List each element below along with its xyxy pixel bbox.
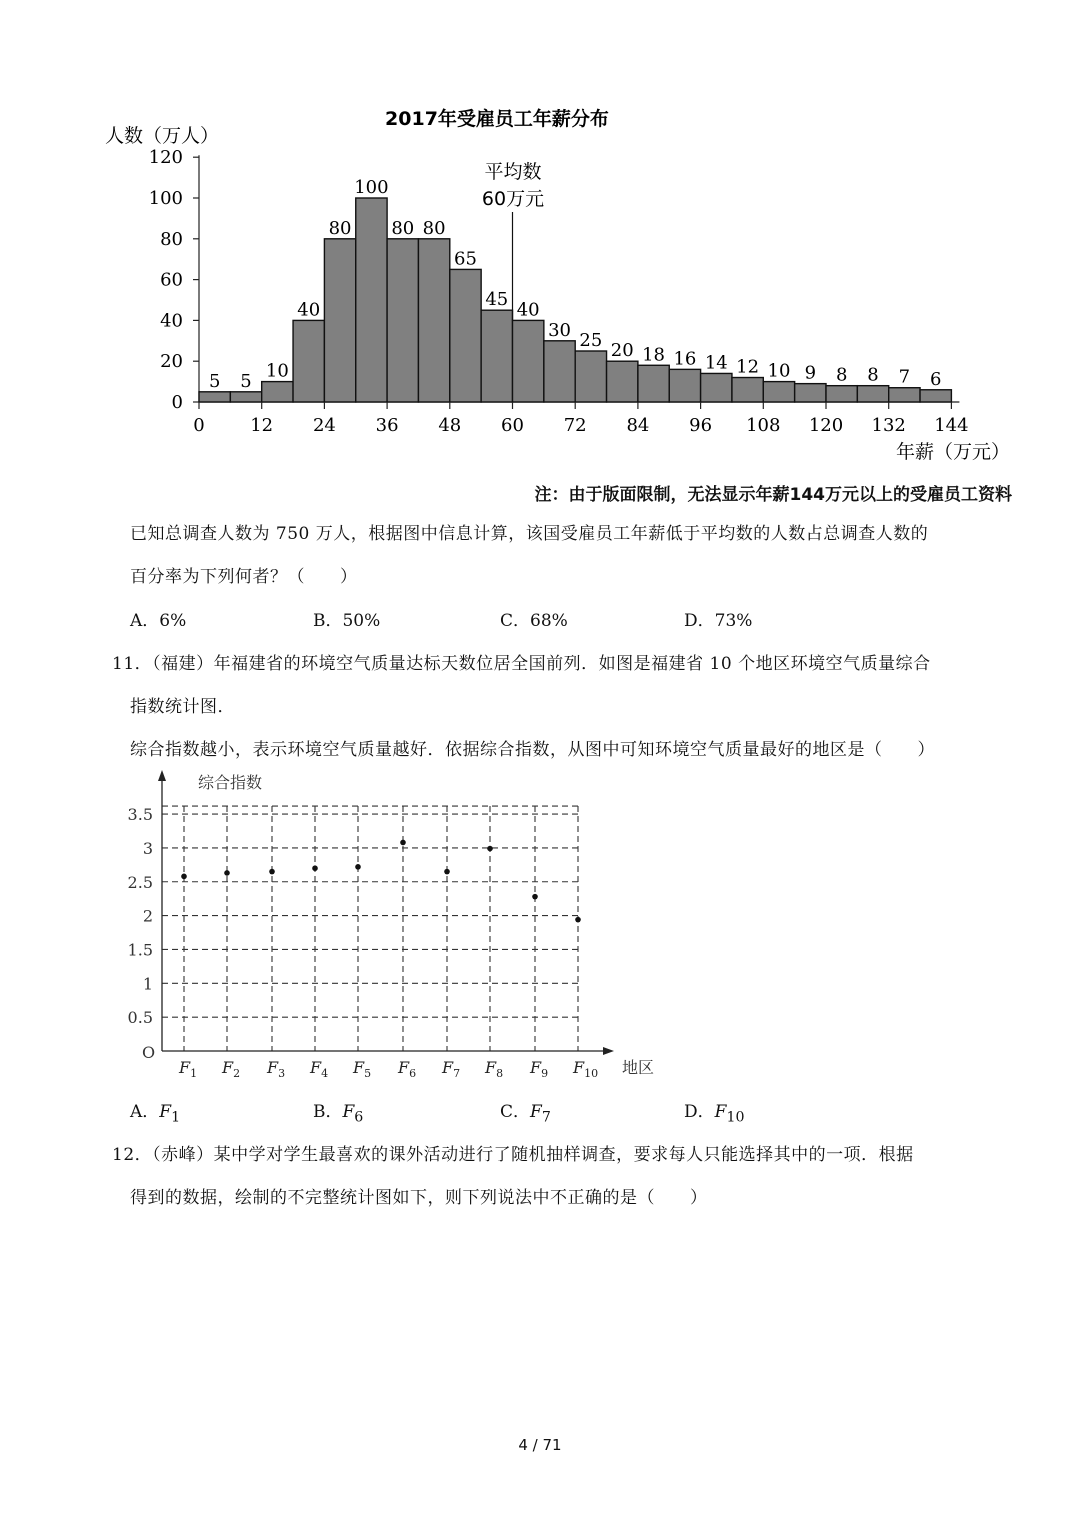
scatter-x-tick-label: $F_9$ [530,1058,549,1080]
q11-option-b[interactable] [313,1097,363,1125]
histogram-bar-label: 80 [422,217,446,239]
histogram-bar-label: 10 [265,360,289,382]
scatter-x-tick-subscript: 3 [278,1067,286,1080]
histogram-x-tick-label: 48 [438,415,462,436]
histogram-y-tick-label: 60 [160,269,183,291]
q11-option-d-letter: D． [684,1102,715,1122]
histogram-x-tick-label: 108 [746,415,781,436]
scatter-point [312,865,318,871]
scatter-y-tick-label: 3 [142,838,153,858]
scatter-point [487,846,493,852]
histogram-bar [638,365,669,402]
scatter-y-tick-label: 1.5 [127,940,153,960]
histogram-bar-label: 18 [642,344,666,366]
q11-option-c[interactable] [500,1097,551,1125]
histogram-x-tick-label: 24 [312,415,336,436]
histogram-bar [732,378,763,402]
histogram-x-tick-label: 36 [375,415,399,436]
salary-histogram [0,0,1080,520]
scatter-point [355,864,361,870]
histogram-y-tick-label: 80 [160,228,183,250]
histogram-bar-label: 25 [579,330,603,351]
q12-text-line1: 12．（赤峰）某中学对学生最喜欢的课外活动进行了随机抽样调查，要求每人只能选择其中的一项．根据 [112,1145,914,1165]
q10-option-d[interactable]: D．73% [684,611,753,631]
scatter-x-tick-subscript: 5 [364,1067,372,1080]
histogram-y-tick-label: 0 [171,392,183,413]
q10-option-a[interactable]: A．6% [130,611,187,631]
histogram-bar [418,239,449,402]
scatter-point [224,870,230,876]
scatter-point [532,894,538,900]
histogram-bar-label: 30 [548,319,571,341]
histogram-bar [356,198,387,402]
scatter-y-axis-arrow [158,770,166,781]
scatter-x-tick-subscript: 4 [321,1067,329,1080]
scatter-x-tick-label: $F_{10}$ [573,1058,599,1080]
q11-option-c-main: F [530,1102,542,1122]
histogram-x-tick-label: 144 [934,415,969,436]
q12-text-line2: 得到的数据，绘制的不完整统计图如下，则下列说法中不正确的是（ ） [130,1188,708,1208]
scatter-x-tick-label: $F_3$ [267,1058,286,1080]
histogram-y-tick-label: 100 [148,188,183,209]
histogram-bar [513,320,544,402]
scatter-x-tick-subscript: 8 [496,1067,504,1080]
histogram-bar [669,369,700,402]
q11-text-line2: 指数统计图． [130,697,235,717]
histogram-x-tick-label: 12 [250,415,274,436]
histogram-bar [701,373,732,402]
q10-option-b[interactable]: B．50% [313,611,381,631]
histogram-bar [763,382,794,402]
histogram-bar-label: 20 [610,340,634,362]
histogram-bar-label: 9 [804,362,817,384]
scatter-y-tick-label: 2.5 [127,872,153,892]
scatter-x-tick-subscript: 2 [233,1067,241,1080]
histogram-y-tick-label: 120 [148,147,183,169]
scatter-y-tick-label: 2 [142,906,153,926]
q11-option-c-sub: 7 [541,1109,551,1126]
histogram-bar-label: 80 [328,217,352,239]
histogram-bar [262,382,293,402]
scatter-x-tick-label: $F_7$ [442,1058,461,1080]
histogram-bar-label: 45 [485,289,509,311]
q11-option-a-sub: 1 [171,1109,181,1126]
histogram-bar-label: 5 [240,370,252,392]
scatter-point [269,869,275,875]
histogram-bar [199,392,230,402]
q10-option-c[interactable]: C．68% [500,611,568,631]
histogram-bar-label: 5 [208,370,221,392]
scatter-x-axis-arrow [603,1047,614,1055]
scatter-x-tick-subscript: 9 [541,1067,549,1080]
q11-option-c-letter: C． [500,1102,531,1122]
q11-option-b-main: F [342,1102,355,1122]
histogram-bar-label: 6 [929,368,942,390]
histogram-x-axis-label: 年薪（万元） [895,441,1010,463]
histogram-x-tick-label: 132 [871,415,906,436]
page-number: 4 / 71 [518,1436,562,1454]
histogram-bar [450,269,481,402]
q11-text-line1: 11．（福建）年福建省的环境空气质量达标天数位居全国前列．如图是福建省 10 个地区环境空气质量综合 [112,654,931,674]
histogram-bar-label: 8 [867,364,879,386]
histogram-bar-label: 16 [673,348,697,370]
histogram-title: 2017年受雇员工年薪分布 [385,108,609,130]
scatter-origin-label: O [142,1043,156,1062]
histogram-bar [857,386,888,402]
histogram-bar-label: 80 [391,217,415,239]
histogram-bar [387,239,418,402]
q11-option-a-main: F [159,1102,172,1122]
q11-option-d[interactable] [684,1097,744,1125]
scatter-x-tick-label: $F_1$ [179,1058,198,1080]
histogram-bar [795,384,826,402]
scatter-x-tick-subscript: 7 [453,1067,461,1080]
q11-text-line3: 综合指数越小，表示环境空气质量越好．依据综合指数，从图中可知环境空气质量最好的地区是（ ） [130,740,935,760]
scatter-x-tick-subscript: 1 [190,1067,198,1080]
histogram-bar [607,361,638,402]
histogram-bar-label: 7 [898,366,911,388]
histogram-bar-label: 40 [516,299,540,321]
histogram-x-tick-label: 72 [563,415,587,436]
histogram-y-tick-label: 20 [160,351,183,373]
histogram-bar [920,390,951,402]
mean-label-line1: 平均数 [484,161,542,183]
histogram-x-tick-label: 120 [808,415,844,436]
scatter-x-tick-label: $F_4$ [310,1058,329,1080]
scatter-x-tick-label: $F_5$ [353,1058,372,1080]
histogram-bar [889,388,920,402]
scatter-y-tick-label: 1 [142,974,153,994]
histogram-y-axis-label: 人数（万人） [105,125,220,147]
scatter-x-tick-label: $F_8$ [485,1058,504,1080]
histogram-bar-label: 65 [454,248,477,270]
scatter-point [400,840,406,846]
histogram-x-tick-label: 0 [193,415,205,436]
histogram-x-tick-label: 60 [501,415,524,436]
histogram-x-tick-label: 96 [689,415,713,436]
histogram-bar-label: 10 [767,360,791,382]
q11-option-b-sub: 6 [354,1109,364,1126]
histogram-bar [544,341,575,402]
histogram-x-tick-label: 84 [626,415,650,436]
histogram-note: 注：由于版面限制，无法显示年薪144万元以上的受雇员工资料 [534,485,1012,505]
histogram-bar [293,320,324,402]
scatter-y-axis-label: 综合指数 [198,773,263,792]
scatter-x-tick-subscript: 10 [584,1067,599,1080]
q11-option-a-letter: A． [130,1102,160,1122]
q11-option-b-letter: B． [313,1102,343,1122]
scatter-point [444,869,450,875]
scatter-x-tick-label: $F_2$ [222,1058,241,1080]
q11-option-a[interactable] [130,1097,180,1125]
scatter-y-tick-label: 0.5 [127,1008,153,1028]
histogram-bar [826,386,857,402]
scatter-point [575,917,581,923]
histogram-bar [230,392,261,402]
scatter-y-tick-label: 3.5 [127,805,153,825]
histogram-bar-label: 14 [704,352,728,374]
scatter-x-axis-label: 地区 [622,1058,655,1077]
q10-text-line2: 百分率为下列何者？（ ） [130,567,358,587]
scatter-point [181,874,187,880]
q11-option-d-sub: 10 [726,1109,745,1126]
histogram-bar-label: 40 [297,299,321,321]
histogram-bar-label: 100 [354,177,389,198]
mean-label-line2: 60万元 [481,188,545,210]
scatter-x-tick-subscript: 6 [409,1067,417,1080]
q11-option-d-main: F [714,1102,727,1122]
histogram-bar [481,310,512,402]
histogram-y-tick-label: 40 [160,310,183,332]
histogram-bar-label: 12 [736,356,760,378]
scatter-x-tick-label: $F_6$ [398,1058,417,1080]
histogram-bar-label: 8 [835,364,848,386]
histogram-bar [575,351,606,402]
histogram-bar [324,239,355,402]
q10-text-line1: 已知总调查人数为 750 万人，根据图中信息计算，该国受雇员工年薪低于平均数的人数占总调查人数的 [130,524,929,544]
